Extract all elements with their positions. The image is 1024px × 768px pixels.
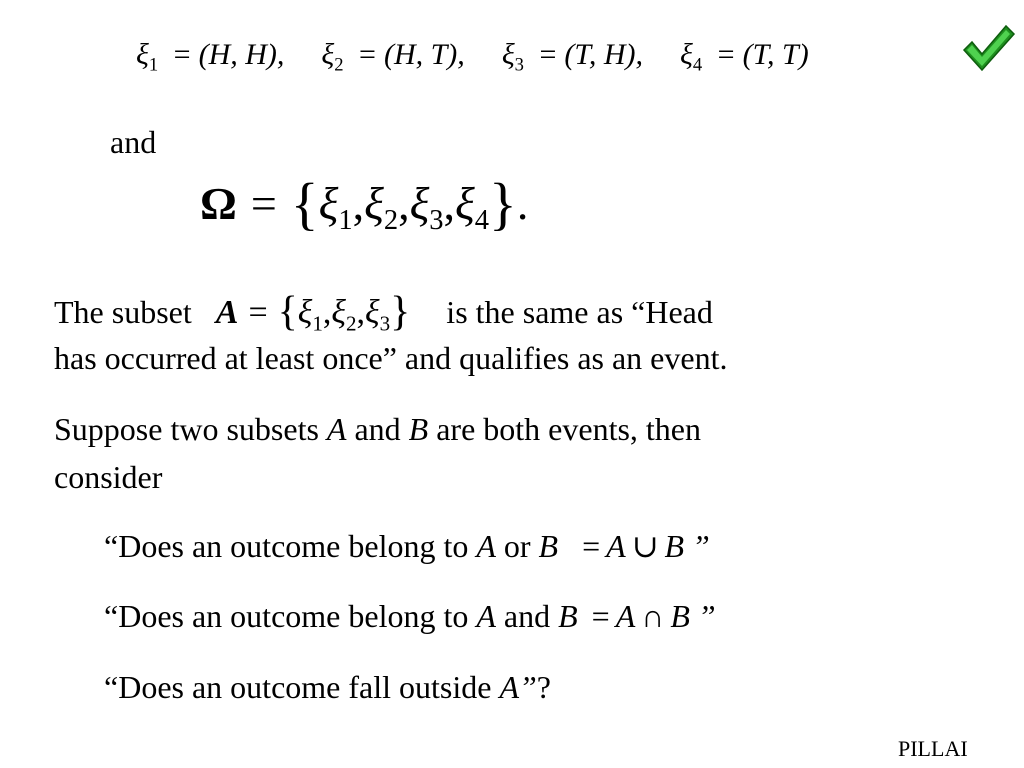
set-a-symbol: A — [476, 598, 496, 634]
xi-symbol: ξ — [455, 178, 475, 229]
suppose-paragraph-line1 — [54, 405, 701, 453]
suppose-text: are both events, then — [428, 411, 701, 447]
closing-quote: ” — [684, 528, 710, 564]
subscript: 4 — [474, 204, 490, 236]
and-word: and — [110, 124, 157, 160]
set-a-symbol: A — [326, 411, 347, 447]
xi2-subscript: 2 — [334, 54, 344, 76]
xi3-symbol: ξ — [501, 38, 515, 71]
xi2-value: (H, T), — [383, 38, 465, 71]
closing-quote: ” — [689, 598, 716, 634]
omega-set-equation — [200, 166, 529, 236]
set-b-symbol: B — [558, 598, 578, 634]
intersection-symbol: ∩ — [641, 598, 665, 634]
question-text: “Does an outcome fall outside — [104, 669, 500, 705]
xi-symbol: ξ — [331, 294, 346, 331]
comma: , — [352, 178, 365, 229]
equals-sign: = — [250, 178, 277, 229]
xi1-subscript: 1 — [148, 54, 159, 76]
subscript: 2 — [345, 311, 357, 336]
set-b-symbol: B — [538, 528, 559, 564]
set-a-symbol: A — [215, 294, 239, 331]
open-brace: { — [290, 171, 319, 236]
xi3-subscript: 3 — [514, 54, 524, 76]
subscript: 2 — [383, 204, 399, 236]
xi4-symbol: ξ — [680, 38, 693, 71]
equals-sign: = — [173, 38, 191, 71]
subset-prefix: The subset — [54, 294, 192, 330]
subset-equation — [215, 289, 411, 336]
xi2-symbol: ξ — [321, 38, 335, 71]
xi3-value: (T, H), — [564, 38, 643, 71]
set-b-symbol: B — [670, 598, 690, 634]
subscript: 3 — [379, 311, 391, 336]
subscript: 3 — [429, 204, 444, 236]
subscript: 1 — [338, 204, 353, 236]
equals-sign: = — [248, 294, 268, 331]
xi1-value: (H, H), — [198, 38, 285, 71]
equals-sign: = — [717, 38, 735, 71]
union-symbol: ∪ — [631, 528, 659, 564]
subset-suffix: is the same as “Head — [446, 294, 713, 330]
subset-paragraph-line2: has occurred at least once” and qualifies as an event. — [54, 340, 728, 376]
comma: , — [356, 294, 366, 331]
subset-paragraph-line1 — [54, 286, 713, 337]
union-question — [104, 527, 710, 565]
comma: , — [443, 178, 456, 229]
period: . — [516, 178, 529, 229]
close-brace: } — [390, 289, 411, 335]
xi1-symbol: ξ — [136, 38, 149, 71]
set-a-symbol: A” — [499, 669, 537, 705]
question-text: and — [495, 598, 559, 634]
set-a-symbol: A — [606, 528, 626, 564]
equals-sign: = — [591, 598, 610, 634]
complement-question — [104, 669, 551, 706]
close-brace: } — [489, 171, 517, 236]
suppose-text: Suppose two subsets — [54, 411, 327, 447]
question-text: “Does an outcome belong to — [104, 528, 477, 564]
intersection-question — [104, 598, 716, 635]
suppose-text: and — [346, 411, 409, 447]
checkmark-icon — [960, 22, 1016, 74]
comma: , — [398, 178, 410, 229]
xi4-value: (T, T) — [742, 38, 809, 71]
set-a-symbol: A — [615, 598, 636, 634]
equals-sign: = — [359, 38, 376, 71]
suppose-paragraph-line2: consider — [54, 459, 163, 495]
set-b-symbol: B — [408, 411, 429, 447]
xi-symbol: ξ — [409, 178, 430, 229]
xi-symbol: ξ — [318, 178, 339, 229]
xi-symbol: ξ — [365, 294, 380, 331]
set-b-symbol: B — [664, 528, 685, 564]
omega-symbol: Ω — [200, 178, 237, 229]
equals-sign: = — [582, 528, 601, 564]
equals-sign: = — [539, 38, 557, 71]
comma: , — [322, 294, 332, 331]
xi4-subscript: 4 — [692, 54, 703, 76]
xi-symbol: ξ — [297, 294, 313, 331]
xi-symbol: ξ — [364, 178, 384, 229]
footer-author: PILLAI — [898, 736, 968, 761]
subscript: 1 — [312, 311, 323, 336]
question-text: or — [495, 528, 539, 564]
question-text: “Does an outcome belong to — [104, 598, 477, 634]
outcomes-line — [136, 38, 809, 76]
question-mark: ? — [536, 669, 551, 705]
set-a-symbol: A — [476, 528, 496, 564]
open-brace: { — [277, 289, 298, 335]
